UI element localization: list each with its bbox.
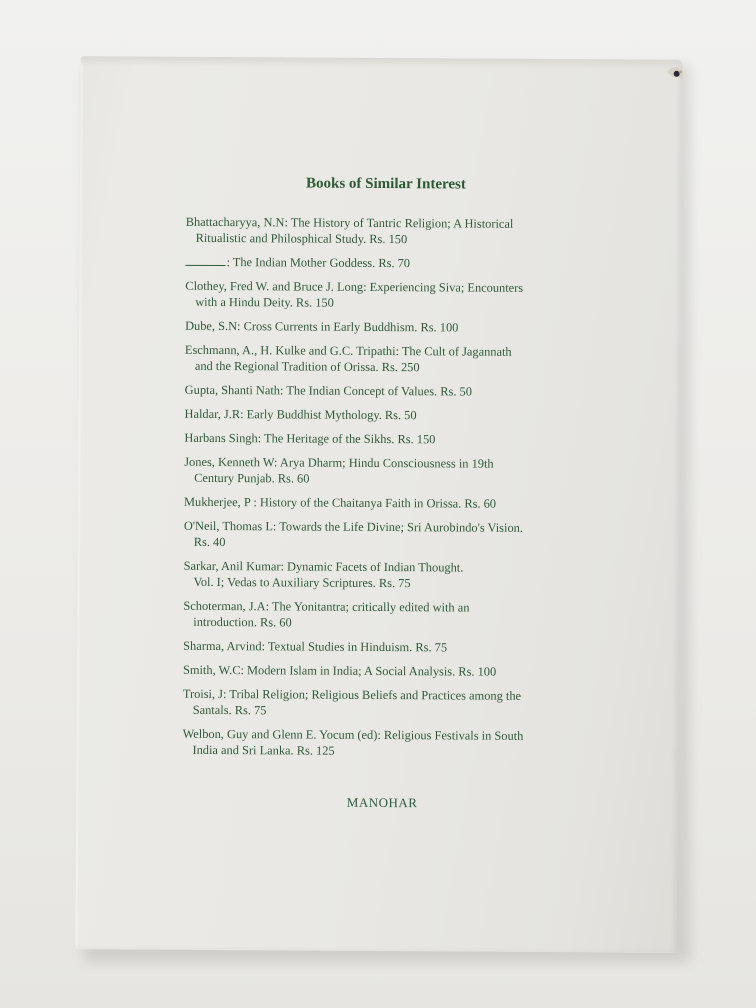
- entry-text: Schoterman, J.A: The Yonitantra; critically edited with an: [183, 598, 470, 615]
- list-item: [185, 382, 585, 400]
- entry-text: Dube, S.N: Cross Currents in Early Buddhism. Rs. 100: [185, 318, 459, 335]
- list-item: [186, 214, 586, 248]
- entry-text: : The Indian Mother Goddess. Rs. 70: [226, 255, 411, 271]
- entry-text: Eschmann, A., H. Kulke and G.C. Tripathi: The Cult of Jagannath: [184, 342, 512, 359]
- list-item: [183, 686, 583, 720]
- list-item: [182, 726, 582, 760]
- entry-line-2: Ritualistic and Philosphical Study. Rs. 150: [195, 230, 408, 247]
- entry-text: Bhattacharyya, N.N: The History of Tantric Religion; A Historical: [185, 214, 514, 231]
- entry-text: Gupta, Shanti Nath: The Indian Concept of Values. Rs. 50: [184, 382, 472, 399]
- entry-line-1: [185, 318, 585, 336]
- entry-line-1: [184, 518, 584, 536]
- cover-text-block: [182, 71, 587, 812]
- entry-text: Troisi, J: Tribal Religion; Religious Beliefs and Practices among the: [182, 686, 522, 703]
- entry-text: Welbon, Guy and Glenn E. Yocum (ed): Religious Festivals in South: [182, 726, 524, 743]
- book-back-cover: [75, 56, 682, 953]
- entry-line-1: [185, 254, 585, 272]
- entry-text: Harbans Singh: The Heritage of the Sikhs. Rs. 150: [184, 430, 436, 447]
- page-title: Books of Similar Interest: [305, 175, 466, 193]
- list-item: [184, 494, 584, 512]
- entry-text: Clothey, Fred W. and Bruce J. Long: Experiencing Siva; Encounters: [185, 278, 524, 295]
- list-item: [183, 638, 583, 656]
- entry-line-2: Santals. Rs. 75: [192, 702, 267, 718]
- entry-line-2: and the Regional Tradition of Orissa. Rs. 250: [194, 358, 420, 375]
- worn-corner-icon: [665, 64, 687, 94]
- entry-text: O'Neil, Thomas L: Towards the Life Divine; Sri Aurobindo's Vision.: [183, 518, 524, 535]
- entry-line-2: India and Sri Lanka. Rs. 125: [192, 742, 335, 758]
- entry-line-1: [184, 494, 584, 512]
- list-item: [184, 454, 584, 488]
- entry-line-2: Vol. I; Vedas to Auxiliary Scriptures. Rs. 75: [193, 574, 411, 591]
- entry-line-1: [185, 406, 585, 424]
- list-item: [185, 278, 585, 312]
- list-item: [185, 342, 585, 376]
- list-item: [184, 430, 584, 448]
- entry-line-2: with a Hindu Deity. Rs. 150: [195, 294, 334, 310]
- entry-text: Sarkar, Anil Kumar: Dynamic Facets of Indian Thought.: [183, 558, 464, 575]
- list-item: [183, 558, 583, 592]
- list-item: [183, 598, 583, 632]
- entry-text: Haldar, J.R: Early Buddhist Mythology. Rs. 50: [184, 406, 417, 423]
- list-item: [185, 254, 585, 272]
- entry-line-1: [183, 662, 583, 680]
- entry-line-1: [183, 638, 583, 656]
- entry-line-2: Rs. 40: [193, 534, 226, 550]
- book-list: [182, 214, 585, 760]
- list-item: [183, 662, 583, 680]
- ditto-rule: [185, 255, 225, 266]
- entry-text: Smith, W.C: Modern Islam in India; A Social Analysis. Rs. 100: [182, 662, 497, 679]
- entry-line-1: [184, 430, 584, 448]
- publisher-name: MANOHAR: [346, 794, 418, 811]
- list-item: [185, 406, 585, 424]
- entry-line-2: Century Punjab. Rs. 60: [194, 470, 310, 486]
- entry-text: Mukherjee, P : History of the Chaitanya Faith in Orissa. Rs. 60: [183, 494, 497, 511]
- entry-text: Jones, Kenneth W: Arya Dharm; Hindu Consciousness in 19th: [184, 454, 494, 471]
- entry-text: Sharma, Arvind: Textual Studies in Hinduism. Rs. 75: [183, 638, 448, 655]
- list-item: [185, 318, 585, 336]
- entry-line-2: introduction. Rs. 60: [193, 614, 292, 630]
- list-item: [184, 518, 584, 552]
- entry-line-1: [185, 382, 585, 400]
